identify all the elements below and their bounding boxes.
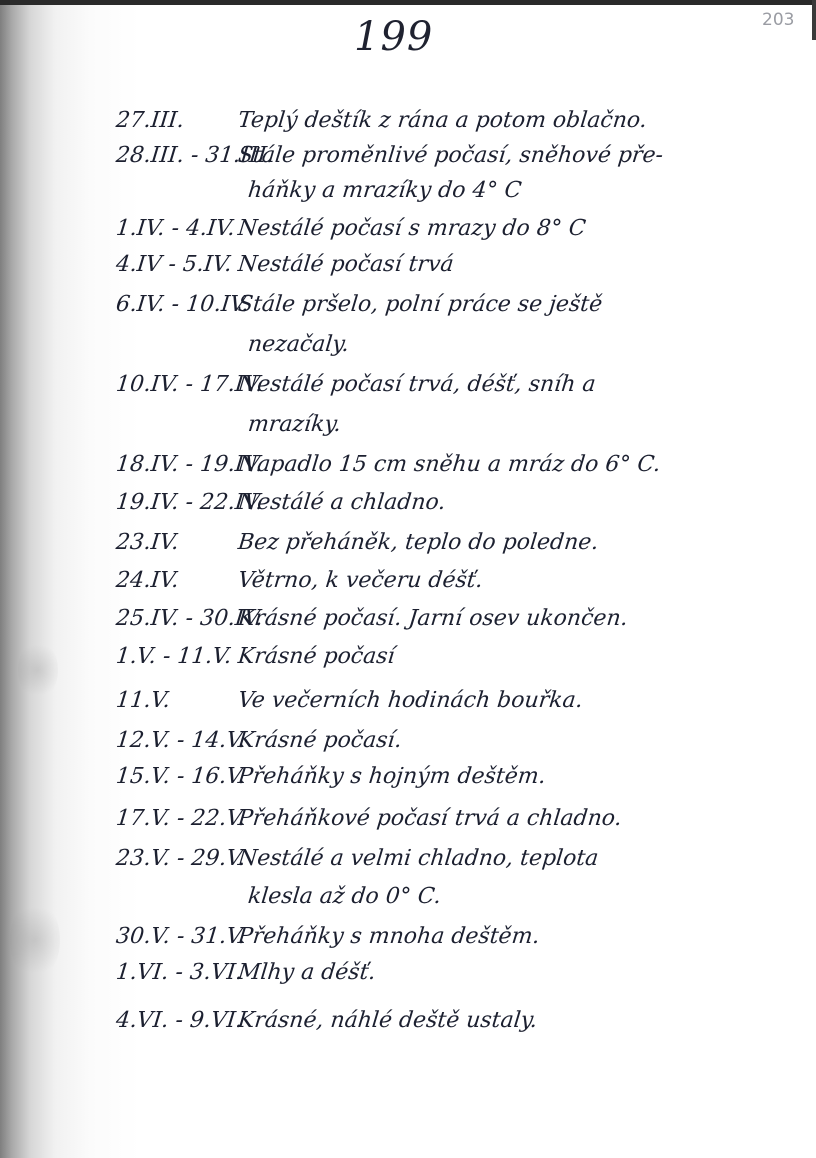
entry-text: Přeháňkové počasí trvá a chladno.: [236, 806, 623, 831]
entry-row: [0, 960, 816, 994]
entry-date: 11.V.: [114, 688, 172, 713]
entry-row-continuation: [0, 178, 816, 212]
entry-text: Přeháňky s mnoha deštěm.: [236, 924, 541, 949]
entry-row: [0, 846, 816, 880]
entry-date: 30.V. - 31.V.: [114, 924, 247, 949]
entry-text: háňky a mrazíky do 4° C: [246, 178, 523, 203]
entry-date: 25.IV. - 30.IV.: [114, 606, 265, 631]
entry-date: 6.IV. - 10.IV.: [114, 292, 251, 317]
entry-row: [0, 490, 816, 524]
entry-row: [0, 606, 816, 640]
entry-text: Krásné, náhlé deště ustaly.: [236, 1008, 539, 1033]
entry-text: Nestálé počasí trvá: [236, 252, 455, 277]
entry-row-continuation: [0, 412, 816, 446]
entry-text: Krásné počasí.: [236, 728, 403, 753]
entry-text: Teplý deštík z rána a potom oblačno.: [236, 108, 649, 133]
entry-row: [0, 924, 816, 958]
entry-date: 19.IV. - 22.IV.: [114, 490, 265, 515]
entry-text: Mlhy a déšť.: [236, 960, 377, 985]
entry-text: Přeháňky s hojným deštěm.: [236, 764, 547, 789]
entry-date: 4.VI. - 9.VI.: [114, 1008, 244, 1033]
entry-date: 23.V. - 29.V.: [114, 846, 247, 871]
entry-row-continuation: [0, 884, 816, 918]
entry-row: [0, 688, 816, 722]
entry-text: nezačaly.: [246, 332, 351, 357]
entry-text: Stále proměnlivé počasí, sněhové pře-: [236, 143, 665, 168]
entry-date: 27.III.: [114, 108, 186, 133]
entry-row: [0, 216, 816, 250]
entry-text: Ve večerních hodinách bouřka.: [236, 688, 584, 713]
entry-text: Nestálé a chladno.: [236, 490, 447, 515]
entry-date: 23.IV.: [114, 530, 181, 555]
entry-row: [0, 292, 816, 326]
entry-row: [0, 252, 816, 286]
entry-text: klesla až do 0° C.: [246, 884, 443, 909]
entry-date: 17.V. - 22.V.: [114, 806, 247, 831]
entry-text: Bez přeháněk, teplo do poledne.: [236, 530, 600, 555]
entry-row: [0, 728, 816, 762]
entry-date: 15.V. - 16.V.: [114, 764, 247, 789]
entry-row: [0, 806, 816, 840]
entry-text: Nestálé počasí trvá, déšť, sníh a: [236, 372, 597, 397]
entry-text: Krásné počasí: [236, 644, 396, 669]
entry-date: 1.VI. - 3.VI.: [114, 960, 244, 985]
archive-number: 203: [762, 10, 795, 30]
entry-date: 12.V. - 14.V.: [114, 728, 247, 753]
entry-date: 1.V. - 11.V.: [114, 644, 233, 669]
entry-row: [0, 1008, 816, 1042]
entry-text: Nestálé počasí s mrazy do 8° C: [236, 216, 587, 241]
entry-date: 1.IV. - 4.IV.: [114, 216, 237, 241]
entry-text: mrazíky.: [246, 412, 343, 437]
entry-text: Nestálé a velmi chladno, teplota: [236, 846, 600, 871]
entry-date: 24.IV.: [114, 568, 181, 593]
entry-date: 4.IV - 5.IV.: [114, 252, 234, 277]
entry-row: [0, 644, 816, 678]
entry-text: Napadlo 15 cm sněhu a mráz do 6° C.: [236, 452, 662, 477]
entry-row: [0, 452, 816, 486]
entry-text: Větrno, k večeru déšť.: [236, 568, 484, 593]
entry-row: [0, 108, 816, 142]
entry-row: [0, 143, 816, 177]
entry-text: Krásné počasí. Jarní osev ukončen.: [236, 606, 629, 631]
entry-date: 28.III. - 31.III.: [114, 143, 275, 168]
entry-date: 18.IV. - 19.IV.: [114, 452, 265, 477]
entry-row: [0, 530, 816, 564]
entry-row: [0, 764, 816, 798]
entry-row: [0, 372, 816, 406]
entry-row-continuation: [0, 332, 816, 366]
entry-row: [0, 568, 816, 602]
entry-text: Stále pršelo, polní práce se ještě: [236, 292, 604, 317]
entry-date: 10.IV. - 17.IV.: [114, 372, 265, 397]
page-number: 199: [354, 14, 434, 60]
